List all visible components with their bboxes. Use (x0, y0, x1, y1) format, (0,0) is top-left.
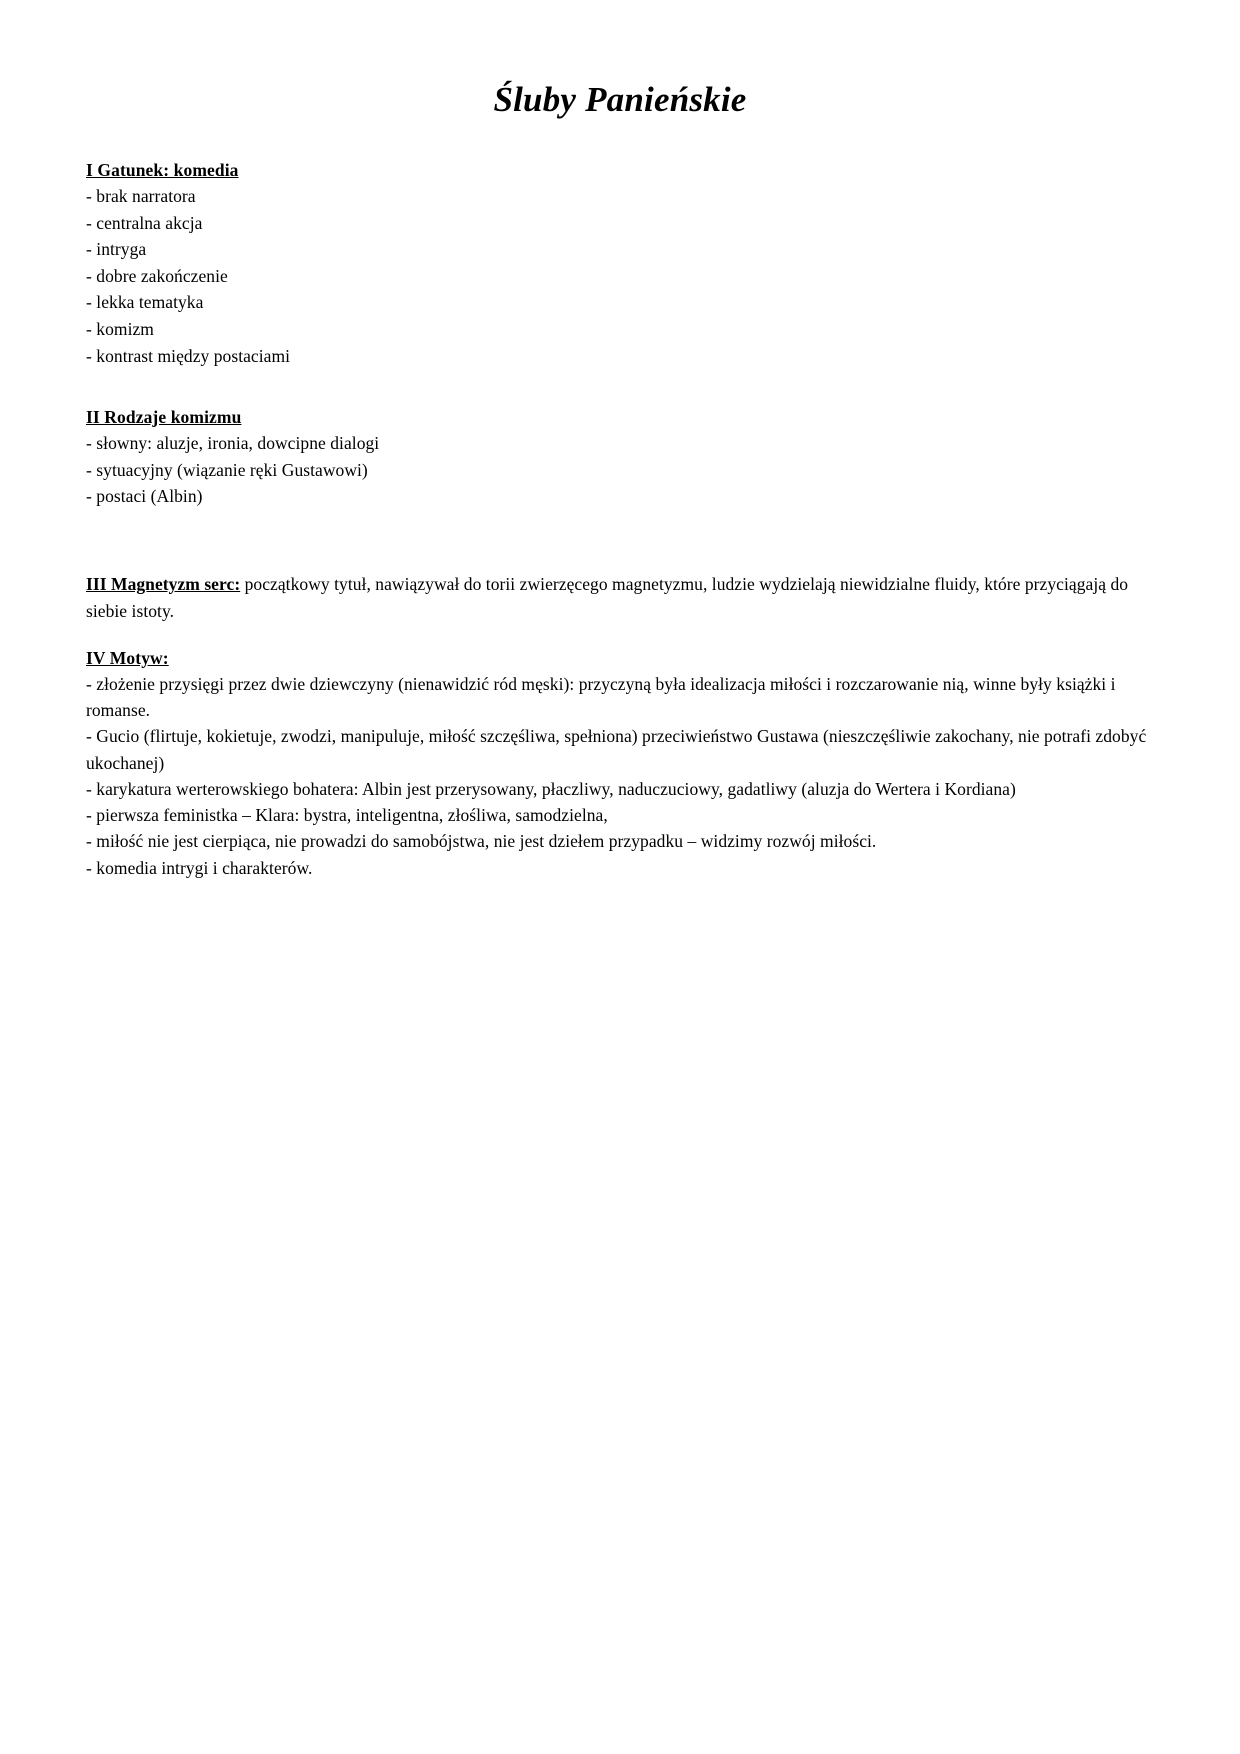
section-heading-rodzaje-komizmu: II Rodzaje komizmu (86, 407, 242, 428)
list-item: - miłość nie jest cierpiąca, nie prowadzi do samobójstwa, nie jest dziełem przypadku – widzimy rozwój miłości. (86, 831, 877, 852)
spacer (86, 391, 1154, 407)
list-item: - złożenie przysięgi przez dwie dziewczyny (nienawidzić ród męski): przyczyną była idealizacja miłości i rozczarowanie nią, winne były książki i romanse. (86, 673, 1116, 721)
page-title: Śluby Panieńskie (493, 80, 747, 119)
section-rodzaje-komizmu (86, 407, 1154, 510)
section-heading-magnetyzm-serc: III Magnetyzm serc: (86, 574, 241, 595)
section-motyw (86, 648, 1154, 881)
section-magnetyzm-serc (86, 571, 1154, 624)
list-item: - dobre zakończenie (86, 265, 228, 286)
section-heading-gatunek: I Gatunek: komedia (86, 160, 239, 180)
list-item: - Gucio (flirtuje, kokietuje, zwodzi, manipuluje, miłość szczęśliwa, spełniona) przeciwieństwo Gustawa (nieszczęśliwie zakochany, nie potrafi zdobyć ukochanej) (86, 726, 1147, 773)
list-item: - karykatura werterowskiego bohatera: Albin jest przerysowany, płaczliwy, naduczuciowy, gadatliwy (aluzja do Wertera i Kordiana) (86, 778, 1016, 799)
list-item: - brak narratora (86, 186, 196, 206)
list-item: - pierwsza feministka – Klara: bystra, inteligentna, złośliwa, samodzielna, (86, 805, 608, 826)
list-item: - sytuacyjny (wiązanie ręki Gustawowi) (86, 459, 368, 480)
list-item: - kontrast między postaciami (86, 345, 291, 366)
list-item: - postaci (Albin) (86, 486, 203, 507)
section-gatunek (86, 160, 1154, 369)
list-item: - słowny: aluzje, ironia, dowcipne dialogi (86, 433, 380, 454)
list-item: - komedia intrygi i charakterów. (86, 857, 313, 878)
list-item: - intryga (86, 239, 147, 260)
list-item: - lekka tematyka (86, 292, 204, 313)
paragraph-magnetyzm-serc (86, 571, 1154, 624)
spacer (86, 532, 1154, 554)
paragraph-text: początkowy tytuł, nawiązywał do torii zwierzęcego magnetyzmu, ludzie wydzielają niewidzialne fluidy, które przyciągają do siebie istoty. (86, 574, 1129, 621)
section-heading-motyw: IV Motyw: (86, 647, 169, 668)
list-item: - centralna akcja (86, 212, 203, 233)
list-item: - komizm (86, 318, 154, 339)
